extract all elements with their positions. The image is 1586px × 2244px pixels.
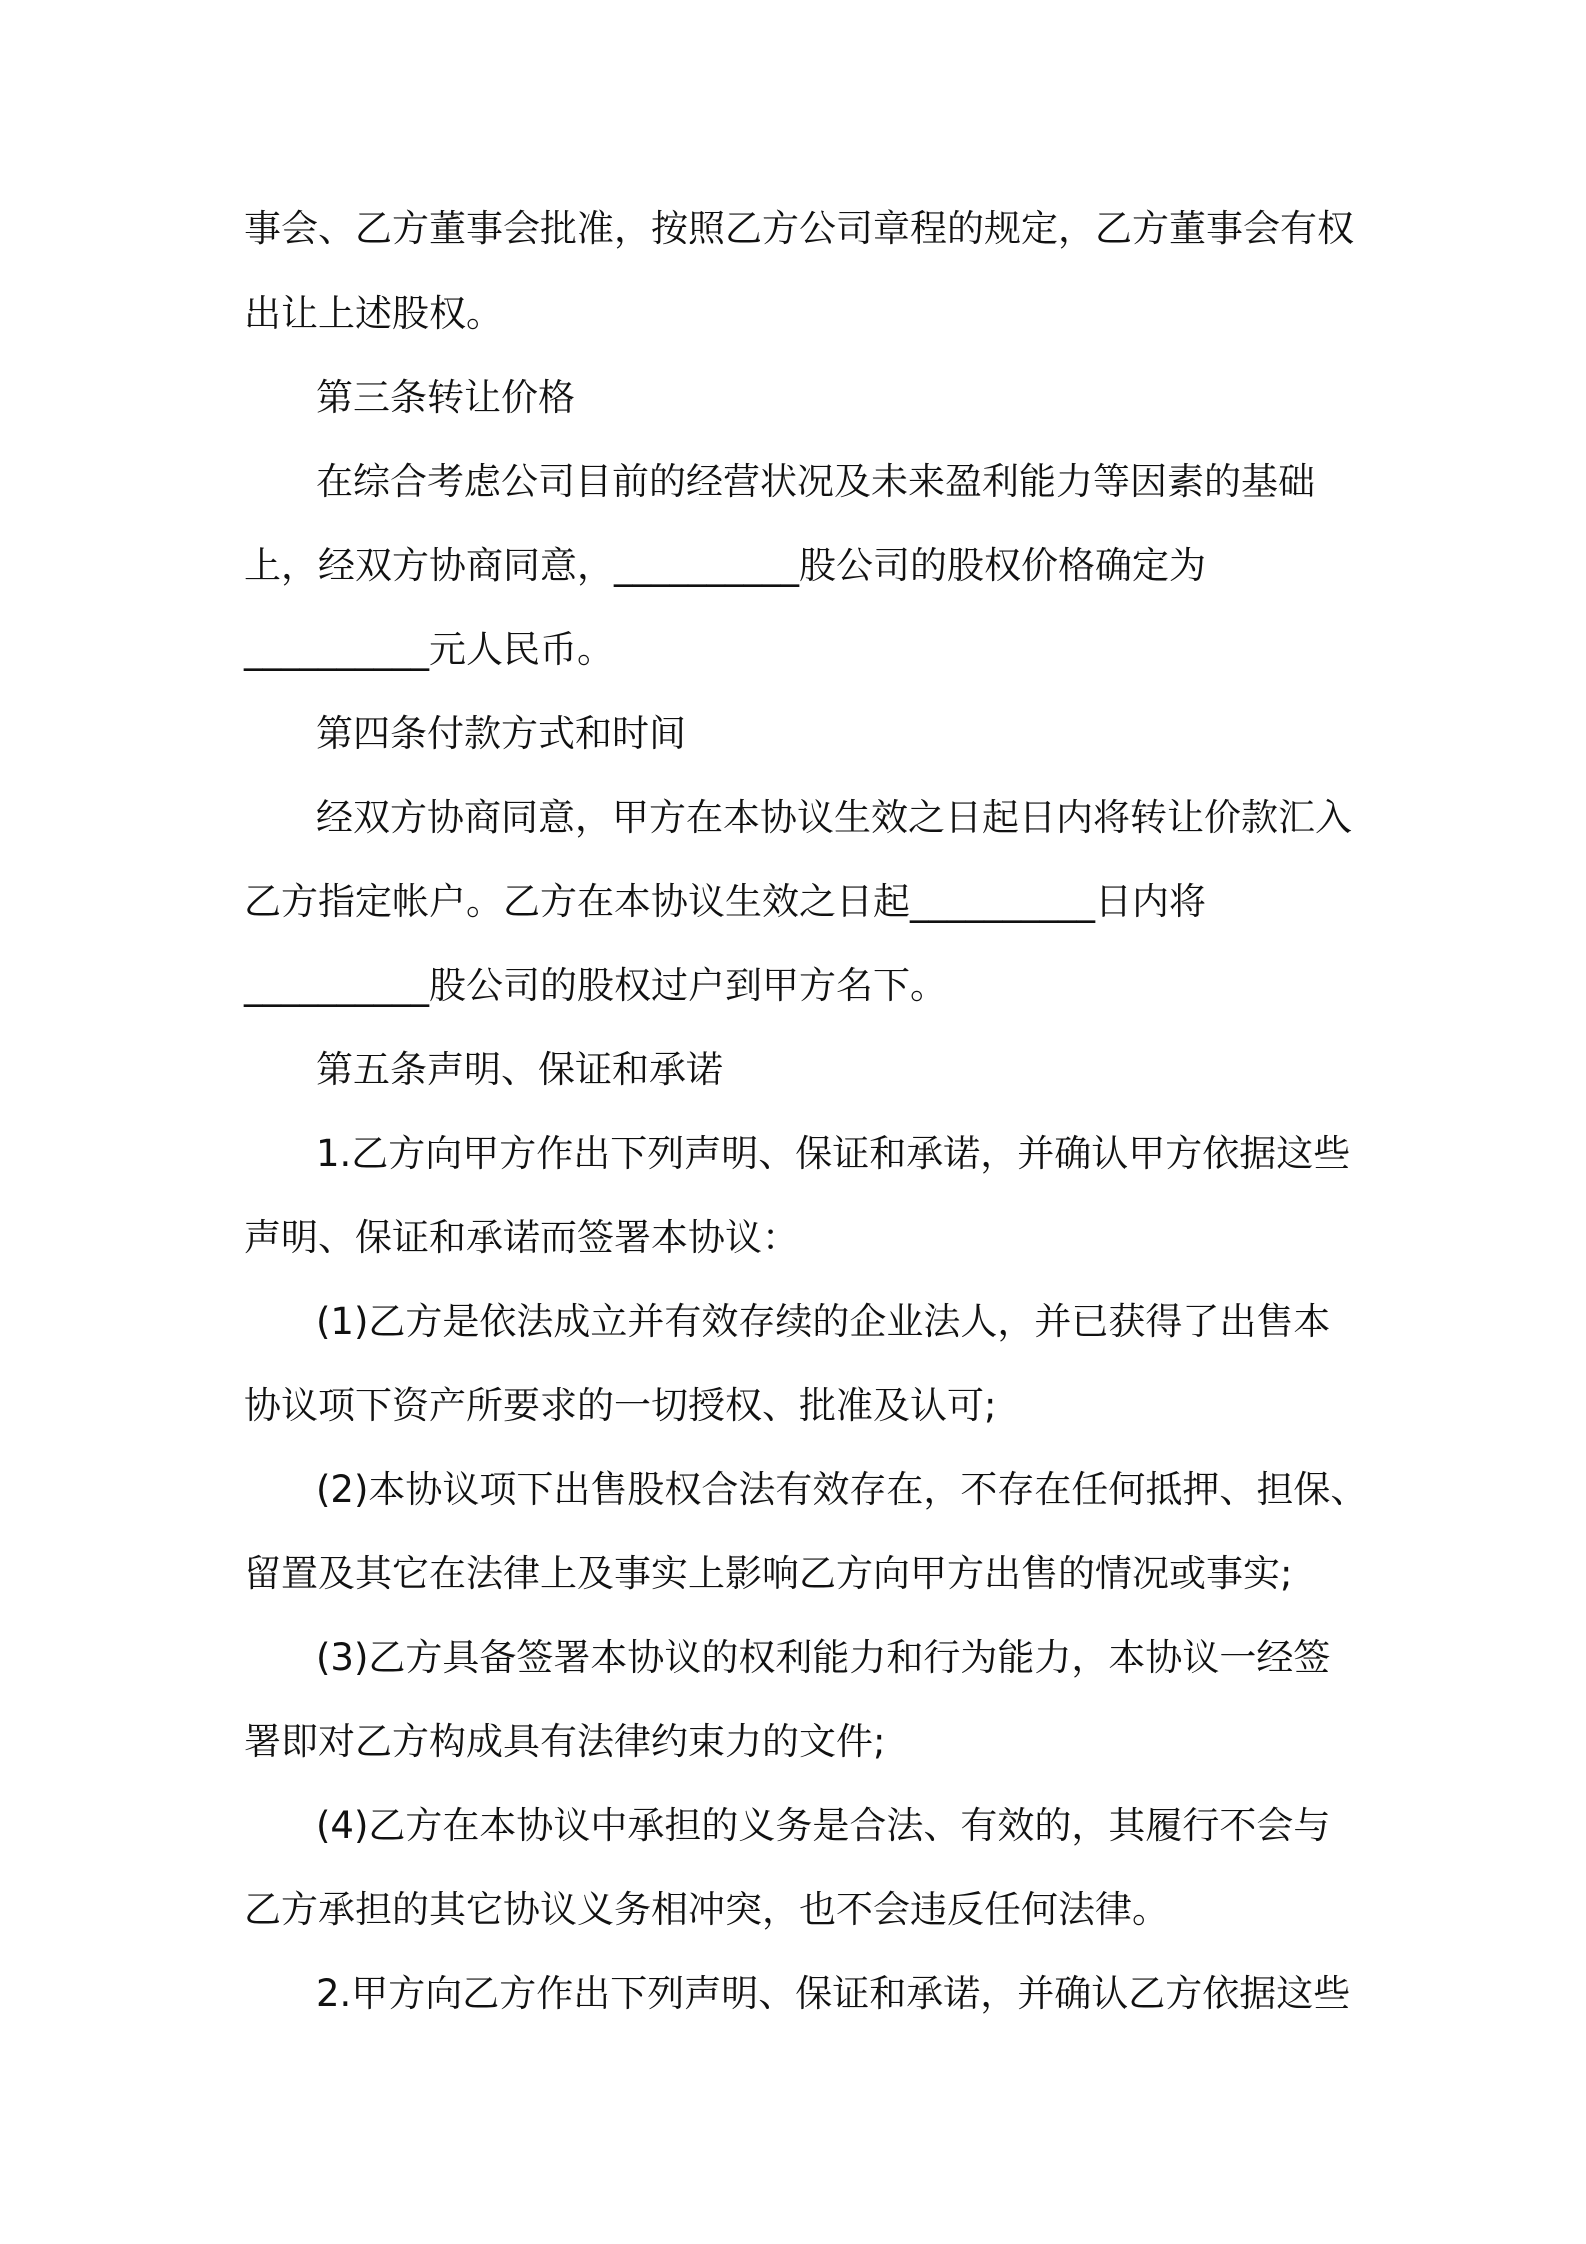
text-line: (2)本协议项下出售股权合法有效存在，不存在任何抵押、担保、 [316,1468,1368,1511]
text-line: 在综合考虑公司目前的经营状况及未来盈利能力等因素的基础 [316,460,1315,503]
section-heading: 第三条转让价格 [316,376,575,419]
text-line: (3)乙方具备签署本协议的权利能力和行为能力，本协议一经签 [316,1636,1331,1679]
text-line: 上，经双方协商同意，__________股公司的股权价格确定为 [244,544,1206,587]
text-line: 乙方指定帐户。乙方在本协议生效之日起__________日内将 [244,880,1206,923]
text-line: 协议项下资产所要求的一切授权、批准及认可; [244,1384,997,1427]
section-heading: 第五条声明、保证和承诺 [316,1048,723,1091]
text-line: 声明、保证和承诺而签署本协议： [244,1216,799,1259]
section-heading: 第四条付款方式和时间 [316,712,686,755]
text-line: 乙方承担的其它协议义务相冲突，也不会违反任何法律。 [244,1888,1169,1931]
text-line: 2.甲方向乙方作出下列声明、保证和承诺，并确认乙方依据这些 [316,1972,1351,2015]
text-line: 经双方协商同意，甲方在本协议生效之日起日内将转让价款汇入 [316,796,1352,839]
text-line: 1.乙方向甲方作出下列声明、保证和承诺，并确认甲方依据这些 [316,1132,1351,1175]
text-line: __________元人民币。 [244,628,614,671]
text-line: __________股公司的股权过户到甲方名下。 [244,964,947,1007]
text-line: 署即对乙方构成具有法律约束力的文件; [244,1720,886,1763]
text-line: 出让上述股权。 [244,292,503,335]
text-line: 留置及其它在法律上及事实上影响乙方向甲方出售的情况或事实; [244,1552,1293,1595]
text-line: (4)乙方在本协议中承担的义务是合法、有效的，其履行不会与 [316,1804,1331,1847]
text-line: 事会、乙方董事会批准，按照乙方公司章程的规定，乙方董事会有权 [244,207,1354,250]
text-line: (1)乙方是依法成立并有效存续的企业法人，并已获得了出售本 [316,1300,1331,1343]
